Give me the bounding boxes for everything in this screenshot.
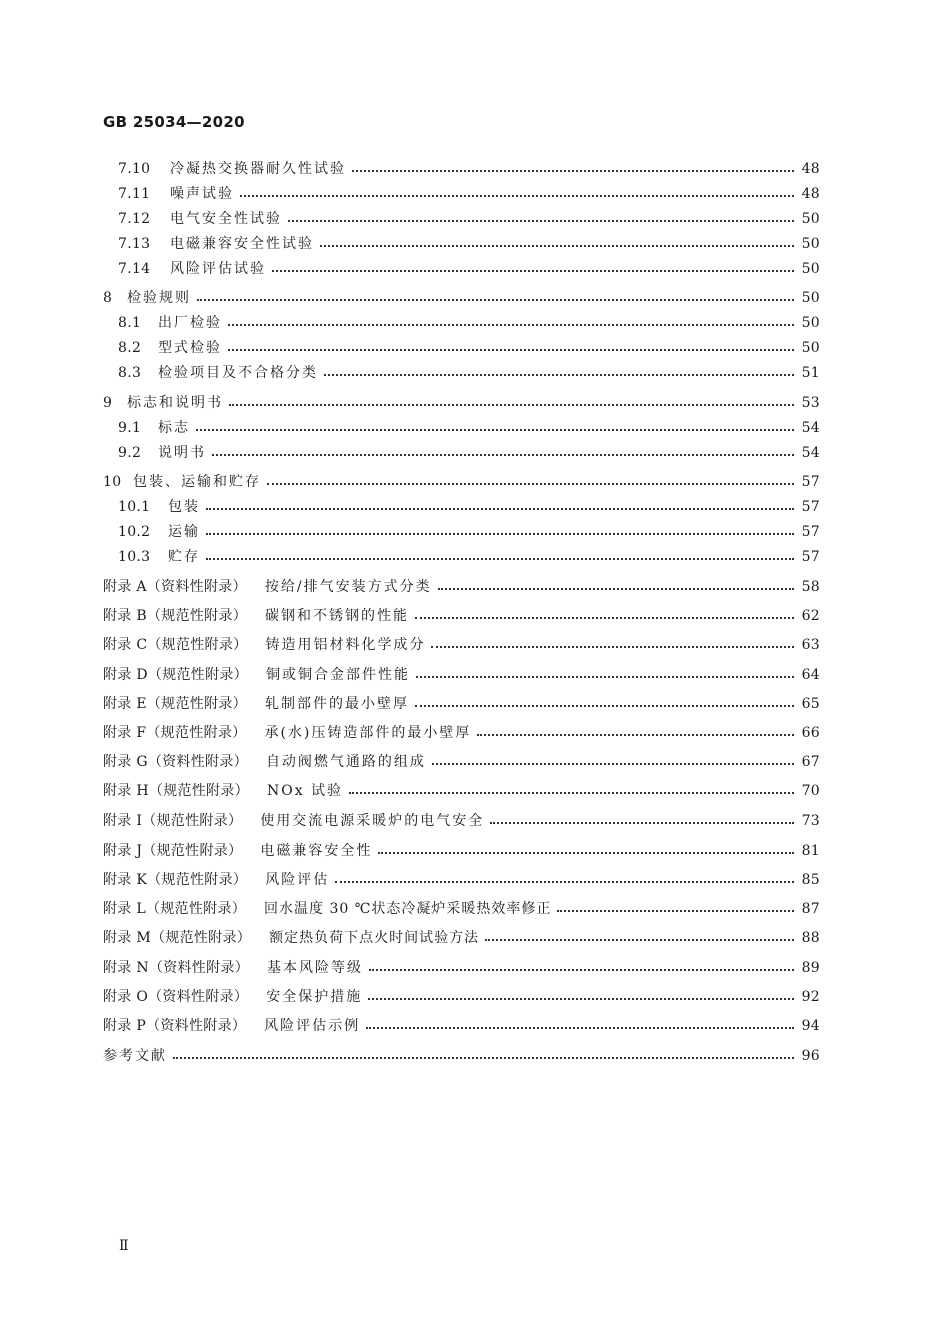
document-code: GB 25034—2020 bbox=[103, 113, 245, 131]
toc-appendix-p[interactable] bbox=[103, 1015, 820, 1035]
toc-appendix-f[interactable] bbox=[103, 722, 820, 742]
toc-page: 58 bbox=[801, 579, 820, 595]
toc-entry-7-11[interactable] bbox=[118, 183, 820, 203]
toc-title: 出厂检验 bbox=[158, 315, 222, 331]
toc-page: 89 bbox=[801, 960, 820, 976]
toc-page: 53 bbox=[801, 395, 820, 411]
toc-number: 附录 P（资料性附录） bbox=[103, 1018, 247, 1034]
toc-title: 电气安全性试验 bbox=[170, 211, 282, 227]
toc-entry-7-13[interactable] bbox=[118, 233, 820, 253]
toc-number: 附录 O（资料性附录） bbox=[103, 989, 249, 1005]
toc-title: 铜或铜合金部件性能 bbox=[265, 667, 410, 683]
toc-entry-9[interactable] bbox=[103, 392, 820, 412]
toc-title: 标志 bbox=[158, 420, 190, 436]
toc-number: 附录 N（资料性附录） bbox=[103, 960, 249, 976]
toc-title: 自动阀燃气通路的组成 bbox=[265, 754, 426, 770]
toc-number: 7.13 bbox=[118, 236, 151, 252]
leader-dots bbox=[366, 1026, 794, 1029]
toc-page: 50 bbox=[801, 261, 820, 277]
leader-dots bbox=[349, 791, 794, 794]
toc-number: 7.11 bbox=[118, 186, 151, 202]
toc-number: 10.1 bbox=[118, 499, 151, 515]
toc-number: 10 bbox=[103, 474, 122, 490]
toc-title: 贮存 bbox=[168, 549, 200, 565]
toc-page: 50 bbox=[801, 340, 820, 356]
leader-dots bbox=[432, 762, 794, 765]
toc-appendix-m[interactable] bbox=[103, 927, 820, 947]
toc-appendix-n[interactable] bbox=[103, 957, 820, 977]
toc-title: 冷凝热交换器耐久性试验 bbox=[170, 161, 346, 177]
leader-dots bbox=[272, 269, 794, 272]
toc-page: 50 bbox=[801, 236, 820, 252]
toc-page: 57 bbox=[801, 524, 820, 540]
toc-title: 标志和说明书 bbox=[127, 395, 223, 411]
toc-page: 50 bbox=[801, 315, 820, 331]
toc-title: 噪声试验 bbox=[170, 186, 234, 202]
leader-dots bbox=[206, 507, 794, 510]
toc-title: 检验规则 bbox=[127, 290, 191, 306]
toc-number: 7.12 bbox=[118, 211, 151, 227]
toc-appendix-c[interactable] bbox=[103, 634, 820, 654]
leader-dots bbox=[228, 348, 794, 351]
toc-page: 65 bbox=[801, 696, 820, 712]
toc-page: 63 bbox=[801, 637, 820, 653]
leader-dots bbox=[229, 403, 794, 406]
toc-page: 57 bbox=[801, 549, 820, 565]
leader-dots bbox=[415, 616, 794, 619]
toc-page: 62 bbox=[801, 608, 820, 624]
toc-entry-9-2[interactable] bbox=[118, 442, 820, 462]
toc-appendix-h[interactable] bbox=[103, 780, 820, 800]
toc-page: 73 bbox=[801, 813, 820, 829]
toc-number: 8.1 bbox=[118, 315, 142, 331]
toc-title: 风险评估示例 bbox=[264, 1018, 361, 1034]
leader-dots bbox=[490, 821, 794, 824]
leader-dots bbox=[416, 675, 794, 678]
toc-number: 附录 D（规范性附录） bbox=[103, 667, 248, 683]
toc-title: NOx 试验 bbox=[266, 783, 344, 799]
toc-title: 额定热负荷下点火时间试验方法 bbox=[269, 930, 480, 946]
leader-dots bbox=[485, 938, 794, 941]
toc-title: 回水温度 30 ℃状态冷凝炉采暖热效率修正 bbox=[264, 901, 552, 917]
toc-page: 94 bbox=[801, 1018, 820, 1034]
toc-title: 碳钢和不锈钢的性能 bbox=[265, 608, 410, 624]
leader-dots bbox=[368, 997, 794, 1000]
toc-appendix-b[interactable] bbox=[103, 605, 820, 625]
toc-entry-7-14[interactable] bbox=[118, 258, 820, 278]
toc-title: 轧制部件的最小壁厚 bbox=[264, 696, 409, 712]
toc-number: 附录 K（规范性附录） bbox=[103, 872, 248, 888]
toc-title: 按给/排气安装方式分类 bbox=[264, 579, 432, 595]
leader-dots bbox=[438, 587, 794, 590]
toc-number: 附录 C（规范性附录） bbox=[103, 637, 248, 653]
toc-number: 8.3 bbox=[118, 365, 142, 381]
toc-page: 48 bbox=[801, 161, 820, 177]
toc-page: 70 bbox=[801, 783, 820, 799]
toc-page: 64 bbox=[801, 667, 820, 683]
toc-entry-9-1[interactable] bbox=[118, 417, 820, 437]
toc-number: 附录 A（资料性附录） bbox=[103, 579, 247, 595]
leader-dots bbox=[288, 219, 794, 222]
toc-references[interactable] bbox=[103, 1045, 820, 1065]
toc-page: 51 bbox=[801, 365, 820, 381]
leader-dots bbox=[206, 532, 794, 535]
toc-page: 48 bbox=[801, 186, 820, 202]
toc-page: 50 bbox=[801, 211, 820, 227]
toc-number: 附录 J（规范性附录） bbox=[103, 843, 243, 859]
toc-appendix-d[interactable] bbox=[103, 664, 820, 684]
toc-page: 81 bbox=[801, 843, 820, 859]
toc-title: 参考文献 bbox=[103, 1048, 167, 1064]
toc-page: 57 bbox=[801, 499, 820, 515]
leader-dots bbox=[378, 851, 794, 854]
toc-page: 57 bbox=[801, 474, 820, 490]
toc-entry-10-2[interactable] bbox=[118, 521, 820, 541]
toc-title: 包装 bbox=[168, 499, 200, 515]
leader-dots bbox=[324, 373, 794, 376]
toc-number: 9 bbox=[103, 395, 113, 411]
toc-appendix-o[interactable] bbox=[103, 986, 820, 1006]
toc-entry-8-1[interactable] bbox=[118, 312, 820, 332]
toc-page: 54 bbox=[801, 445, 820, 461]
toc-entry-10-1[interactable] bbox=[118, 496, 820, 516]
toc-title: 电磁兼容安全性试验 bbox=[170, 236, 314, 252]
toc-page: 88 bbox=[801, 930, 820, 946]
toc-appendix-j[interactable] bbox=[103, 840, 820, 860]
toc-appendix-k[interactable] bbox=[103, 869, 820, 889]
toc-page: 85 bbox=[801, 872, 820, 888]
toc-number: 附录 F（规范性附录） bbox=[103, 725, 247, 741]
toc-page: 92 bbox=[801, 989, 820, 1005]
toc-number: 附录 E（规范性附录） bbox=[103, 696, 247, 712]
leader-dots bbox=[228, 323, 794, 326]
leader-dots bbox=[212, 453, 794, 456]
toc-page: 87 bbox=[801, 901, 820, 917]
toc-title: 包装、运输和贮存 bbox=[133, 474, 261, 490]
toc-number: 8 bbox=[103, 290, 113, 306]
toc-appendix-i[interactable] bbox=[103, 810, 820, 830]
toc-entry-8-2[interactable] bbox=[118, 337, 820, 357]
toc-page: 66 bbox=[801, 725, 820, 741]
leader-dots bbox=[206, 557, 794, 560]
toc-appendix-e[interactable] bbox=[103, 693, 820, 713]
toc-number: 8.2 bbox=[118, 340, 142, 356]
toc-title: 检验项目及不合格分类 bbox=[158, 365, 318, 381]
toc-entry-8-3[interactable] bbox=[118, 362, 820, 382]
leader-dots bbox=[240, 194, 794, 197]
leader-dots bbox=[267, 482, 794, 485]
toc-page: 50 bbox=[801, 290, 820, 306]
toc-number: 附录 B（规范性附录） bbox=[103, 608, 248, 624]
toc-entry-7-12[interactable] bbox=[118, 208, 820, 228]
toc-number: 附录 H（规范性附录） bbox=[103, 783, 249, 799]
toc-number: 10.2 bbox=[118, 524, 151, 540]
leader-dots bbox=[352, 169, 794, 172]
toc-page: 67 bbox=[801, 754, 820, 770]
toc-title: 风险评估 bbox=[265, 872, 330, 888]
toc-number: 7.14 bbox=[118, 261, 151, 277]
toc-page: 54 bbox=[801, 420, 820, 436]
toc-title: 型式检验 bbox=[158, 340, 222, 356]
toc-appendix-g[interactable] bbox=[103, 751, 820, 771]
toc-number: 9.2 bbox=[118, 445, 142, 461]
leader-dots bbox=[173, 1056, 794, 1059]
toc-entry-10-3[interactable] bbox=[118, 546, 820, 566]
leader-dots bbox=[477, 733, 794, 736]
toc-appendix-a[interactable] bbox=[103, 576, 820, 596]
toc-title: 运输 bbox=[168, 524, 200, 540]
toc-page: 96 bbox=[801, 1048, 820, 1064]
toc-entry-8[interactable] bbox=[103, 287, 820, 307]
toc-title: 风险评估试验 bbox=[170, 261, 266, 277]
leader-dots bbox=[320, 244, 794, 247]
leader-dots bbox=[197, 298, 794, 301]
toc-number: 9.1 bbox=[118, 420, 142, 436]
toc-number: 7.10 bbox=[118, 161, 151, 177]
toc-number: 附录 G（资料性附录） bbox=[103, 754, 248, 770]
toc-title: 基本风险等级 bbox=[267, 960, 363, 976]
toc-title: 铸造用铝材料化学成分 bbox=[265, 637, 426, 653]
toc-number: 附录 L（规范性附录） bbox=[103, 901, 247, 917]
toc-number: 附录 M（规范性附录） bbox=[103, 930, 252, 946]
toc-number: 附录 I（规范性附录） bbox=[103, 813, 243, 829]
toc-title: 安全保护措施 bbox=[266, 989, 363, 1005]
leader-dots bbox=[369, 968, 794, 971]
toc-title: 说明书 bbox=[158, 445, 206, 461]
toc-number: 10.3 bbox=[118, 549, 151, 565]
toc-title: 使用交流电源采暖炉的电气安全 bbox=[260, 813, 485, 829]
toc-title: 承(水)压铸造部件的最小壁厚 bbox=[264, 725, 472, 741]
toc-appendix-l[interactable] bbox=[103, 898, 820, 918]
toc-entry-7-10[interactable] bbox=[118, 158, 820, 178]
toc-title: 电磁兼容安全性 bbox=[260, 843, 373, 859]
leader-dots bbox=[335, 880, 794, 883]
leader-dots bbox=[557, 909, 794, 912]
leader-dots bbox=[431, 645, 794, 648]
leader-dots bbox=[415, 704, 794, 707]
toc-entry-10[interactable] bbox=[103, 471, 820, 491]
leader-dots bbox=[196, 428, 794, 431]
page-numeral: Ⅱ bbox=[119, 1238, 129, 1254]
